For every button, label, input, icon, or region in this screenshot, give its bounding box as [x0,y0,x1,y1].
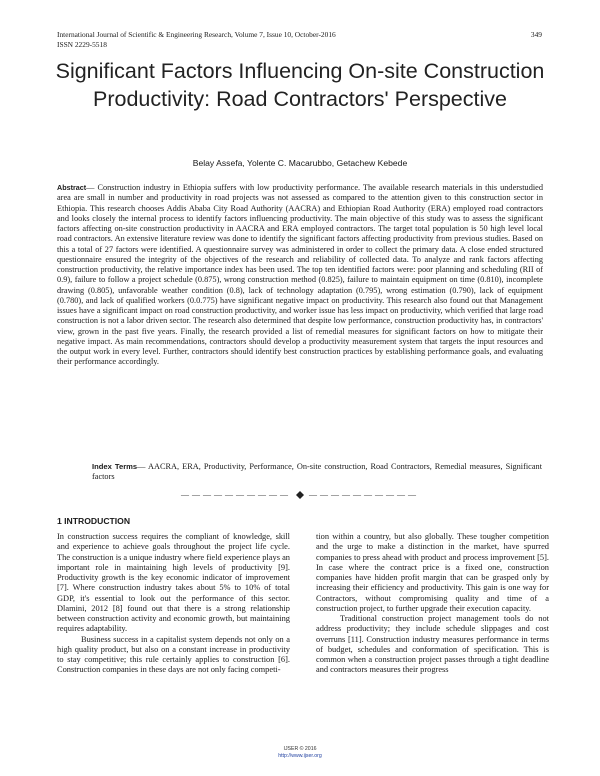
footer-copyright: IJSER © 2016 [283,746,317,752]
index-terms [92,462,542,483]
abstract-text: — Construction industry in Ethiopia suffers with low productivity performance. The available research materials in this understudied area are small in number and productivity in road projects was not assessed as compared to the attention given to this construction sector in Ethiopia. This research chooses Addis Ababa City Road Authority (AACRA) and Ethiopian Road Authority (ERA) employed road contractors and looks closely the internal process to identify factors influencing productivity. The main objective of this study was to assess the significant factors affecting on-site construction productivity in AACRA and ERA employed contractors. The target total population is 50 high level local road contractors. An extensive literature review was done to identify the significant factors affecting productivity from previous studies. Based on this a total of 27 factors were identified. A questionnaire survey was administered in order to collect the primary data. A close ended structured questionnaire ensured the integrity of the objectives of the research and reliability of collected data. To analyze and rank factors affecting construction productivity, the relative importance index has been used. The top ten identified factors were: poor planning and scheduling (RII of 0.9), failure to follow a project schedule (0.875), wrong construction method (0.825), failure to maintain equipment on time (0.810), incomplete drawing (0.805), unfavorable weather condition (0.8), lack of technology adaptation (0.795), wrong estimation (0.790), lack of equipment (0.780), and lack of qualified workers (0.0.775) have significant negative impact on productivity. This research also found out that Management issues have a significant impact on road construction productivity, and worker issue has less impact on productivity, which verified that large road construction is not a labor driven sector. The research also determined that despite low performance, construction productivity has, in contractors' view, grown in the past five years. Finally, the research provided a list of remedial measures for significant factors on how to mitigate their negative impact. As main recommendations, contractors should develop a productivity measurement system that targets the input resources and the output work in every level. Further, contractors should identify best construction practices by establishing performance goals, and evaluating their performance accordingly. [57,183,543,367]
page-footer [0,746,600,759]
index-terms-text: — AACRA, ERA, Productivity, Performance, On-site construction, Road Contractors, Remedial measures, Significant factors [92,462,542,482]
diamond-icon [296,491,304,499]
section-divider [0,490,600,499]
section-heading [57,516,130,526]
left-column [57,532,290,676]
paper-authors: Belay Assefa, Yolente C. Macarubbo, Getachew Kebede [192,158,408,168]
section-number: 1 [57,516,62,526]
journal-line: International Journal of Scientific & Engineering Research, Volume 7, Issue 10, October-2016 [57,30,336,39]
divider-left: —————————— [181,490,291,499]
paragraph: tion within a country, but also globally. These tougher competition and the urge to make a distinction in the market, have spurred companies to press ahead with product and process improvement [5]. In case where the contract price is a fixed one, construction companies have hidden profit margin that can be grasped only by increasing their efficiency and productivity. This gain is one way for Contractors, without compromising quality and time of a construction project, to further upgrade their execution capacity. [316,532,549,613]
divider-right: —————————— [309,490,419,499]
footer-url[interactable]: http://www.ijser.org [278,752,322,759]
issn: ISSN 2229-5518 [57,39,107,49]
page-number: 349 [530,30,542,39]
abstract-label: Abstract [57,183,87,192]
paragraph: In construction success requires the compliant of knowledge, skill and experience to achieve goals throughout the project life cycle. The construction is a unique industry where field experience plays an important role in maintaining high levels of productivity [9]. Productivity growth is the key economic indicator of improvement [7]. Where construction industry takes about 5% to 10% of total GDP, it's essential to look out the performance of this sector. Dlamini, 2012 [8] found out that there is a strong relationship between construction activity and economic growth, but maintaining requires adaptability. [57,532,290,634]
paper-title: Significant Factors Influencing On-site Construction Productivity: Road Contractors' Perspective [55,59,545,111]
paragraph: Traditional construction project management tools do not address productivity; they include schedule slippages and cost overruns [11]. Construction industry measures performance in terms of budget, schedules and conformation of specification. This is common when a construction project passes through a tight deadline and contractors measures their progress [316,614,549,675]
journal-header [57,30,477,49]
section-title: INTRODUCTION [64,516,131,526]
paragraph: Business success in a capitalist system depends not only on a high quality product, but also on a constant increase in productivity to stay competitive; this rule certainly applies to construction [6]. Construction companies in these days are not only facing competi- [57,634,290,675]
right-column [316,532,549,676]
abstract [57,183,543,368]
index-terms-label: Index Terms [92,462,138,471]
